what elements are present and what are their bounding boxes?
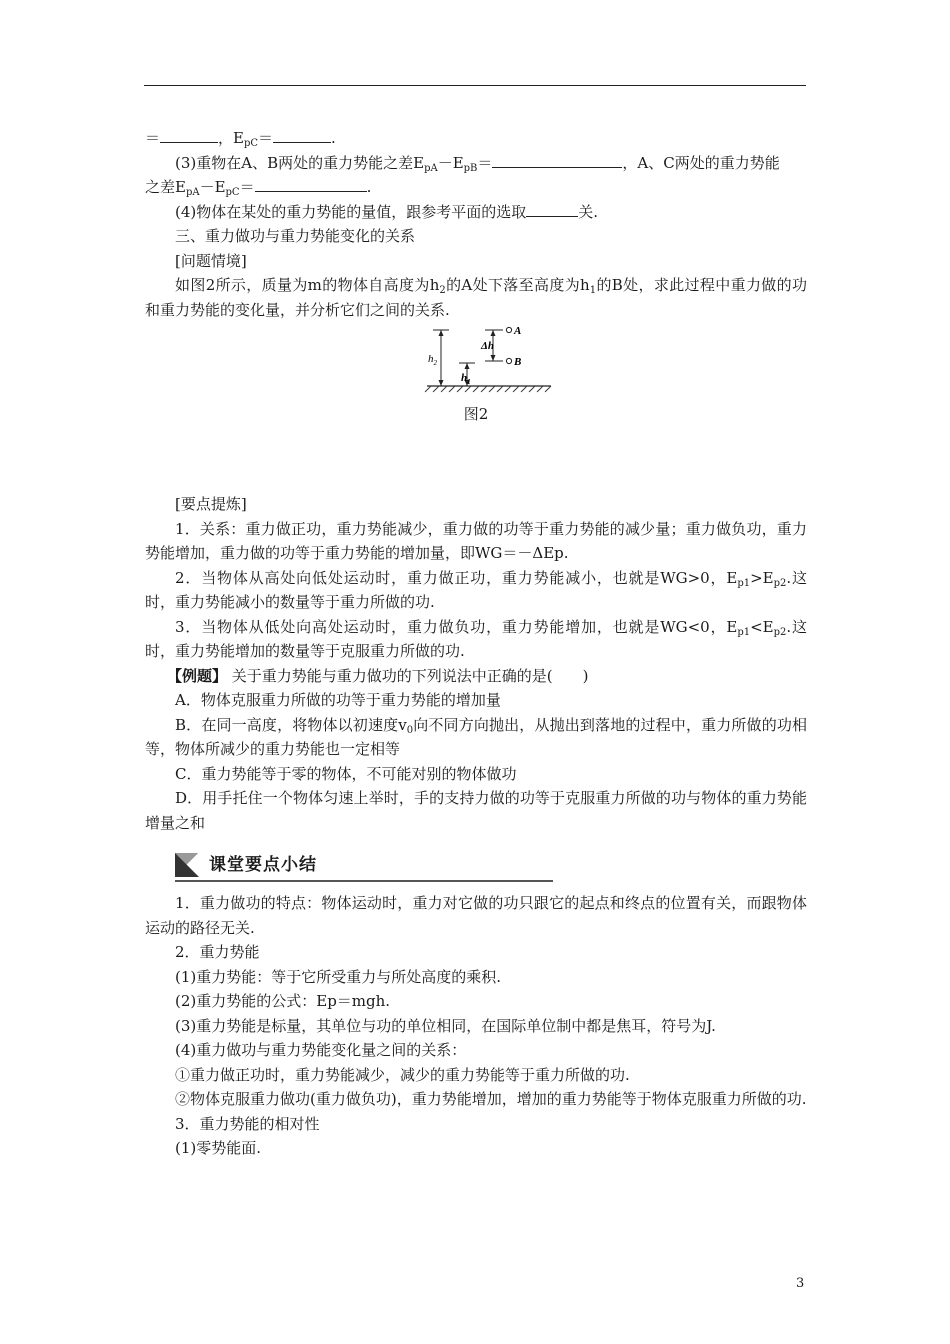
answer-blank[interactable]: [255, 176, 367, 192]
page-content: [145, 126, 807, 1161]
header-rule: [144, 85, 806, 86]
fill-line-1: ＝ ，$E_{pC}=$ .: [145, 129, 336, 149]
example-question: 【例题】 关于重力势能与重力做功的下列说法中正确的是( ): [167, 666, 589, 685]
answer-blank[interactable]: [273, 127, 331, 143]
summary-3-1: (1)零势能面.: [175, 1139, 262, 1157]
section-title: 课堂要点小结: [209, 855, 317, 875]
figure-2: [145, 324, 807, 432]
summary-2-3: (3)重力势能是标量，其单位与功的单位相同，在国际单位制中都是焦耳，符号为J.: [175, 1016, 716, 1035]
section-header: [145, 853, 807, 879]
answer-blank[interactable]: [526, 201, 578, 217]
summary-2-4: (4)重力做功与重力势能变化量之间的关系：: [175, 1041, 467, 1059]
section-heading-3: 三、重力做功与重力势能变化的关系: [175, 227, 416, 245]
page-number: 3: [796, 1276, 805, 1291]
problem-text: 如图2所示，质量为m的物体自高度为$h_2$的A处下落至高度为$h_1$的B处，求此过程中重力做的功和重力势能的变化量，并分析它们之间的关系.: [145, 276, 807, 319]
key-point-2: 2．当物体从高处向低处运动时，重力做正功，重力势能减小，也就是WG>0，$E_{p1}>E_{p2}$.这时，重力势能减小的数量等于重力所做的功.: [145, 568, 807, 611]
problem-label: [问题情境]: [175, 251, 247, 270]
summary-3: 3．重力势能的相对性: [175, 1114, 320, 1133]
summary-2-1: (1)重力势能：等于它所受重力与所处高度的乘积.: [175, 967, 502, 986]
key-points-label: [要点提炼]: [175, 495, 247, 513]
label-point-b: B: [514, 356, 522, 368]
option-b: B．在同一高度，将物体以初速度$v_0$向不同方向抛出，从抛出到落地的过程中，重力所做的功相等，物体所减少的重力势能也一定相等: [145, 715, 807, 758]
key-point-3: 3．当物体从低处向高处运动时，重力做负功，重力势能增加，也就是WG<0，$E_{p1}<E_{p2}$.这时，重力势能增加的数量等于克服重力所做的功.: [145, 617, 807, 660]
summary-2: 2．重力势能: [175, 943, 260, 961]
label-h2: $h_2$: [428, 353, 437, 367]
summary-2-4-a: ①重力做正功时，重力势能减少，减少的重力势能等于重力所做的功.: [175, 1065, 630, 1084]
option-a: A．物体克服重力所做的功等于重力势能的增加量: [175, 691, 501, 709]
item-4: (4)物体在某处的重力势能的量值，跟参考平面的选取 关.: [175, 202, 599, 221]
summary-2-2: (2)重力势能的公式：Ep＝mgh.: [175, 992, 391, 1010]
answer-blank[interactable]: [160, 127, 218, 143]
section-triangle-icon: [175, 853, 199, 877]
summary-2-4-b: ②物体克服重力做功(重力做负功)，重力势能增加，增加的重力势能等于物体克服重力所做的功.: [175, 1090, 807, 1108]
label-h1: $h_1$: [461, 372, 471, 386]
label-point-a: A: [514, 325, 522, 337]
item-3: (3)重物在A、B两处的重力势能之差$E_{pA}-E_{pB}=$ ，A、C两处的重力势能 之差$E_{pA}-E_{pC}=$ .: [145, 153, 780, 198]
summary-1: 1．重力做功的特点：物体运动时，重力对它做的功只跟它的起点和终点的位置有关，而跟物体运动的路径无关.: [145, 894, 807, 937]
figure-caption: 图2: [463, 405, 489, 423]
option-c: C．重力势能等于零的物体，不可能对别的物体做功: [175, 764, 517, 783]
answer-blank[interactable]: [492, 152, 622, 168]
label-delta-h: Δh: [481, 340, 495, 352]
height-diagram: [423, 324, 553, 396]
section-underline: [175, 880, 553, 882]
key-point-1: 1．关系：重力做正功，重力势能减少，重力做的功等于重力势能的减少量；重力做负功，重力势能增加，重力做的功等于重力势能的增加量，即WG＝－ΔEp.: [145, 519, 807, 562]
option-d: D．用手托住一个物体匀速上举时，手的支持力做的功等于克服重力所做的功与物体的重力势能增量之和: [145, 789, 807, 832]
